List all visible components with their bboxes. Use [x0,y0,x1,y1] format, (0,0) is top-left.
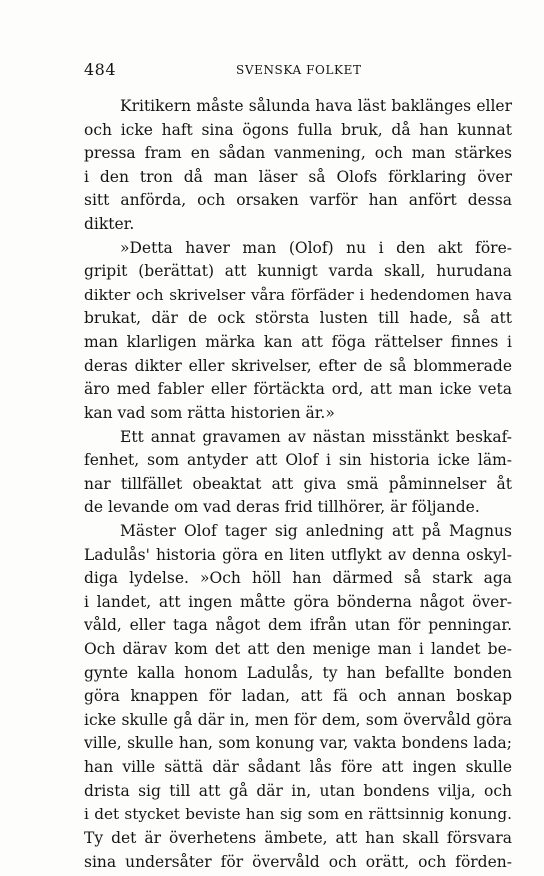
text-line: fenhet, som antyder att Olof i sin historia icke läm- [84,451,512,470]
text-line: i landet, att ingen måtte göra bönderna något över- [84,592,512,611]
text-line: dikter. [84,215,135,234]
text-line: i den tron då man läser så Olofs förklaring över [84,167,512,186]
text-line: göra knappen för ladan, att fä och annan boskap [84,687,512,706]
text-line: drista sig till att gå där in, utan bondens vilja, och [84,781,512,800]
text-line: ville, skulle han, som konung var, vakta bondens lada; [84,734,512,753]
body-text [84,95,512,874]
text-line: sina undersåter för övervåld och orätt, och förden- [84,852,512,871]
text-line: Ty det är överhetens ämbete, att han skall försvara [84,828,512,847]
text-line: kan vad som rätta historien är.» [84,403,335,422]
running-head: SVENSKA FOLKET [236,63,362,77]
page-header [84,60,512,84]
page-number: 484 [84,60,117,79]
text-line: dikter och skrivelser våra förfäder i hedendomen hava [84,285,512,304]
text-line: och icke haft sina ögons fulla bruk, då han kunnat [84,120,512,139]
text-line: deras dikter eller skrivelser, efter de så blommerade [84,356,512,375]
text-line: pressa fram en sådan vanmening, och man stärkes [84,144,512,163]
text-line: i det stycket beviste han sig som en rättsinnig konung. [84,805,512,824]
text-line: sitt anförda, och orsaken varför han anfört dessa [84,191,512,210]
text-line: gynte kalla honom Ladulås, ty han befallte bonden [84,663,512,682]
text-line: Ett annat gravamen av nästan misstänkt beskaf- [120,427,512,446]
text-line: våld, eller taga något dem ifrån utan för penningar. [84,616,512,635]
text-line: han ville sättä där sådant lås före att ingen skulle [84,758,512,777]
text-line: de levande om vad deras frid tillhörer, är följande. [84,498,480,517]
text-line: Mäster Olof tager sig anledning att på Magnus [120,521,512,540]
text-line: gripit (berättat) att kunnigt varda skall, hurudana [84,262,512,281]
text-line: Och därav kom det att den menige man i landet be- [84,640,512,659]
text-line: Ladulås' historia göra en liten utflykt av denna oskyl- [84,545,512,564]
text-line: nar tillfället obeaktat att giva smä påminnelser åt [84,474,512,493]
text-line: Kritikern måste sålunda hava läst baklänges eller [120,97,512,115]
text-line: diga lydelse. »Och höll han därmed så stark aga [84,569,512,588]
text-line: äro med fabler eller förtäckta ord, att man icke veta [84,380,512,399]
text-line: brukat, där de ock största lusten till hade, så att [84,309,512,328]
text-line: icke skulle gå där in, men för dem, som övervåld göra [84,710,512,729]
text-line: »Detta haver man (Olof) nu i den akt före- [120,238,512,257]
text-line: man klarligen märka kan att föga rättelser finnes i [84,333,512,352]
